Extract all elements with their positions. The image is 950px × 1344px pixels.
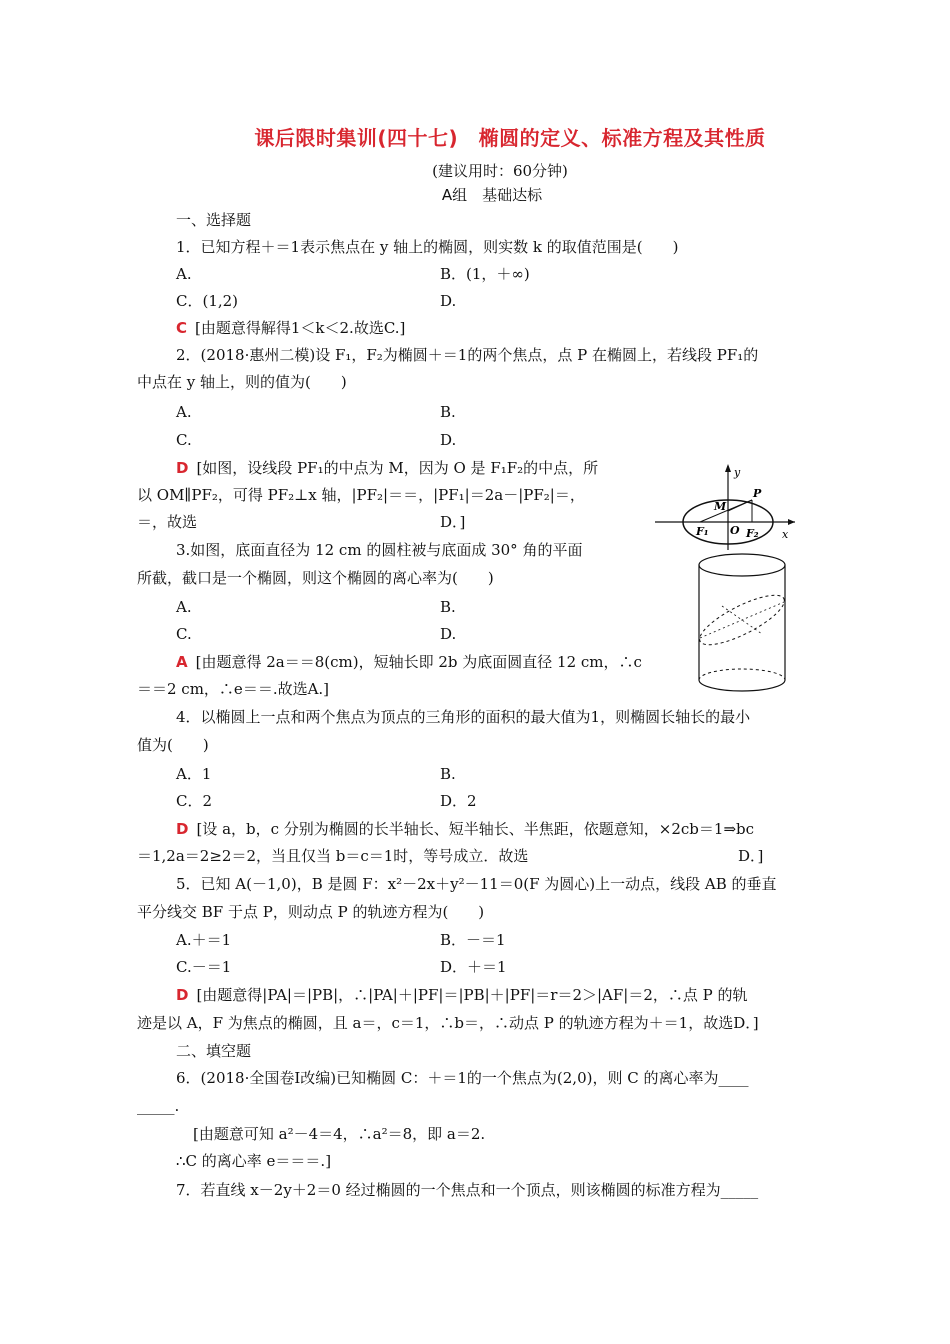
text-line [176,345,758,365]
text-line [440,624,456,644]
text-line [440,764,456,784]
text-line [440,791,477,811]
answer-letter: D [176,820,189,838]
origin-label: O [730,524,740,537]
point-p-label: P [753,487,762,500]
line-text: A.＋＝1 [176,931,232,949]
line-text: ＝，故选 [137,513,198,531]
line-text: [设 a，b，c 分别为椭圆的长半轴长、短半轴长、半焦距，依题意知，×2cb＝1⇒bc [196,820,755,838]
line-text: A. [176,265,192,283]
text-line [137,512,197,532]
line-text: C. [176,625,192,643]
answer-letter: C [176,319,188,337]
text-line [176,1180,758,1200]
line-text: ＝1,2a＝2≥2＝2，当且仅当 b＝c＝1时，等号成立．故选 [137,847,529,865]
answer-letter: A [176,653,188,671]
line-text: 4．以椭圆上一点和两个焦点为顶点的三角形的面积的最大值为1，则椭圆长轴长的最小 [176,708,751,726]
line-text: 5．已知 A(－1,0)，B 是圆 F：x²－2x＋y²－11＝0(F 为圆心)上一动点，线段 AB 的垂直 [176,875,777,893]
line-text: D. [440,431,457,449]
line-text: B．(1，＋∞) [440,265,530,283]
text-line [176,624,192,644]
line-text: 所截，截口是一个椭圆，则这个椭圆的离心率为( ) [137,569,494,587]
text-line [176,707,750,727]
page-title: 课后限时集训(四十七) 椭圆的定义、标准方程及其性质 [254,126,766,150]
line-text: [由题意得解得1＜k＜2.故选C.] [195,319,406,337]
line-text: [由题意得 2a＝＝8(cm)，短轴长即 2b 为底面圆直径 12 cm，∴c [195,653,642,671]
text-line [440,430,456,450]
line-text: A. [176,598,192,616]
text-line [137,902,484,922]
line-text: C．2 [176,792,213,810]
text-line [193,1124,485,1144]
text-line [137,1096,179,1116]
line-text: 中点在 y 轴上，则的值为( ) [137,373,347,391]
line-text: [由题意得|PA|＝|PB|，∴|PA|＋|PF|＝|PB|＋|PF|＝r＝2＞|AF|＝2，∴点 P 的轨 [196,986,748,1004]
cylinder-figure [692,550,792,695]
line-text: 3.如图，底面直径为 12 cm 的圆柱被与底面成 30° 角的平面 [176,541,583,559]
text-line [176,597,192,617]
text-line [137,735,209,755]
line-text: 二、填空题 [176,1042,252,1060]
text-line [176,985,748,1005]
text-line [176,957,231,977]
text-line [176,1041,251,1061]
point-m-label: M [714,500,727,513]
y-axis-label: y [734,466,741,479]
point-f2-label: F₂ [746,527,759,540]
line-text: A．1 [176,765,212,783]
line-text: B. [440,598,456,616]
text-line [176,764,211,784]
text-line [176,652,642,672]
line-text: 7．若直线 x－2y＋2＝0 经过椭圆的一个焦点和一个顶点，则该椭圆的标准方程为_____ [176,1181,759,1199]
text-line [176,930,231,950]
text-line [176,210,251,230]
text-line [176,291,238,311]
text-line [176,402,192,422]
line-text: 一、选择题 [176,211,252,229]
text-line [137,485,585,505]
line-text: 6．(2018·全国卷Ⅰ改编)已知椭圆 C：＋＝1的一个焦点为(2,0)，则 C 的离心率为____ [176,1069,749,1087]
line-text: A. [176,403,192,421]
text-line [137,568,494,588]
text-line [137,1013,759,1033]
text-line [440,597,456,617]
text-line [176,819,754,839]
answer-letter: D [176,986,189,1004]
line-text: C．(1,2) [176,292,239,310]
line-text: D．＋＝1 [440,958,507,976]
text-line [440,291,456,311]
line-text: C.－＝1 [176,958,232,976]
text-line [176,430,192,450]
line-text: [由题意可知 a²－4＝4，∴a²＝8，即 a＝2. [193,1125,486,1143]
text-line [176,264,192,284]
text-line [440,512,465,532]
line-text: B．－＝1 [440,931,506,949]
text-line [137,679,329,699]
line-text: D. [440,292,457,310]
x-axis-label: x [782,528,789,541]
text-line [440,930,506,950]
line-text: D．] [440,513,466,531]
text-line [176,1068,748,1088]
text-line [440,957,507,977]
line-text: 以 OM∥PF₂，可得 PF₂⊥x 轴，|PF₂|＝＝，|PF₁|＝2a－|PF₂|＝， [137,486,585,504]
answer-letter: D [176,459,189,477]
line-text: 2．(2018·惠州二模)设 F₁，F₂为椭圆＋＝1的两个焦点，点 P 在椭圆上，若线段 PF₁的 [176,346,759,364]
line-text: C. [176,431,192,449]
text-line [176,874,777,894]
line-text: ＝＝2 cm，∴e＝＝.故选A.] [137,680,330,698]
line-text: D. [440,625,457,643]
text-line [176,237,678,257]
text-line [440,402,456,422]
line-text: D．] [738,847,764,865]
text-line [176,318,405,338]
text-line [738,846,763,866]
line-text: B. [440,765,456,783]
line-text: 值为( ) [137,736,209,754]
text-line [440,264,530,284]
text-line [176,791,212,811]
line-text: 1．已知方程＋＝1表示焦点在 y 轴上的椭圆，则实数 k 的取值范围是( ) [176,238,679,256]
line-text: D．2 [440,792,477,810]
text-line [176,1151,331,1171]
text-line [137,372,347,392]
point-f1-label: F₁ [696,525,709,538]
text-line [176,458,598,478]
text-line [176,540,582,560]
line-text: 迹是以 A，F 为焦点的椭圆，且 a＝，c＝1，∴b＝，∴动点 P 的轨迹方程为＋＝1，故选D．] [137,1014,759,1032]
ellipse-figure [650,462,800,552]
line-text: 平分线交 BF 于点 P，则动点 P 的轨迹方程为( ) [137,903,485,921]
time-suggestion: (建议用时：60分钟) [432,162,568,180]
line-text: B. [440,403,456,421]
line-text: _____. [137,1097,180,1115]
group-heading: A组 基础达标 [441,186,543,204]
text-line [137,846,528,866]
line-text: ∴C 的离心率 e＝＝＝.] [176,1152,332,1170]
line-text: [如图，设线段 PF₁的中点为 M，因为 O 是 F₁F₂的中点，所 [196,459,599,477]
